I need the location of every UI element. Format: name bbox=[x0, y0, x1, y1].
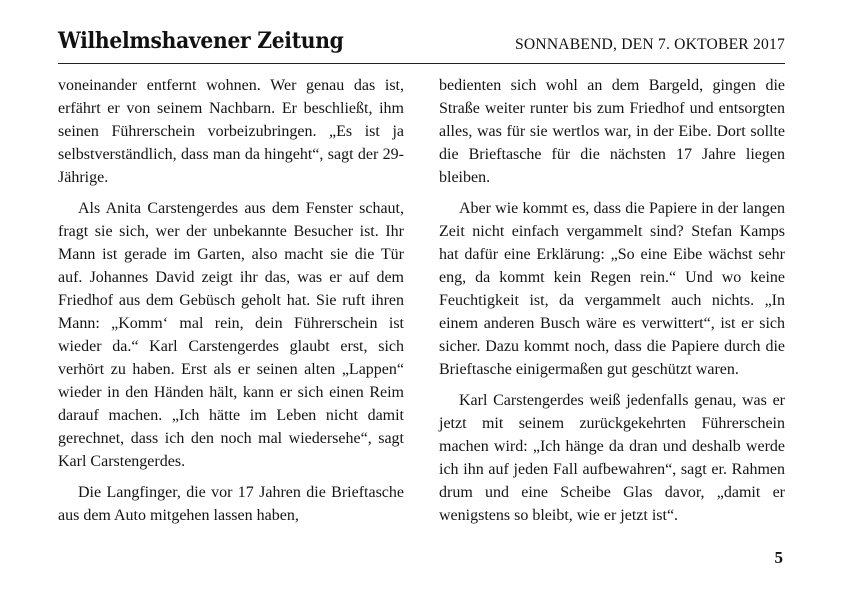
right-paragraph-1: bedienten sich wohl an dem Bargeld, gingen die Straße weiter runter bis zum Friedhof und entsorgten alles, was für sie wertlos war, in der Eibe. Dort sollte die Brieftasche für die nächsten 17 Jahre liegen bleiben. bbox=[439, 77, 785, 186]
right-paragraph-3: Karl Carstengerdes weiß jedenfalls genau, was er jetzt mit seinem zurückgekehrten Führerschein machen wird: „Ich hänge da dran und deshalb werde ich ihn auf jeden Fall aufbewahren“, sagt er. Rahmen drum und eine Scheibe Glas davor, „damit er wenigstens so bleibt, wie er jetzt ist“. bbox=[439, 392, 785, 524]
dateline: SONNABEND, DEN 7. OKTOBER 2017 bbox=[515, 36, 785, 53]
right-column bbox=[439, 74, 785, 535]
left-paragraph-2: Als Anita Carstengerdes aus dem Fenster schaut, fragt sie sich, wer der unbekannte Besucher ist. Ihr Mann ist gerade im Garten, also macht sie die Tür auf. Johannes David zeigt ihr das, was er auf dem Friedhof aus dem Gebüsch geholt hat. Sie ruft ihren Mann: „Komm‘ mal rein, dein Führerschein ist wieder da.“ Karl Carstengerdes glaubt erst, sich verhört zu haben. Erst als er seinen alten „Lappen“ wieder in den Händen hält, kann er sich einen Reim darauf machen. „Ich hätte im Leben nicht damit gerechnet, dass ich den noch mal wiedersehe“, sagt Karl Carstengerdes. bbox=[58, 200, 404, 470]
right-paragraph-2: Aber wie kommt es, dass die Papiere in der langen Zeit nicht einfach vergammelt sind? Stefan Kamps hat dafür eine Erklärung: „So eine Eibe wächst sehr eng, da kommt kein Regen rein.“ Und wo keine Feuchtigkeit ist, da vergammelt auch nichts. „In einem anderen Busch wäre es verwittert“, ist er sich sicher. Dazu kommt noch, dass die Papiere durch die Brieftasche einigermaßen gut geschützt waren. bbox=[439, 200, 785, 378]
masthead-logo: Wilhelmshavener Zeitung bbox=[58, 28, 344, 54]
left-column bbox=[58, 74, 404, 535]
page-number: 5 bbox=[774, 548, 783, 567]
header-rule bbox=[58, 63, 785, 64]
left-paragraph-1: voneinander entfernt wohnen. Wer genau das ist, erfährt er von seinem Nachbarn. Er beschließt, ihm seinen Führerschein vorbeizubringen. „Es ist ja selbstverständlich, dass man da hingeht“, sagt der 29-Jährige. bbox=[58, 77, 404, 186]
left-paragraph-3: Die Langfinger, die vor 17 Jahren die Brieftasche aus dem Auto mitgehen lassen haben, bbox=[58, 484, 404, 524]
